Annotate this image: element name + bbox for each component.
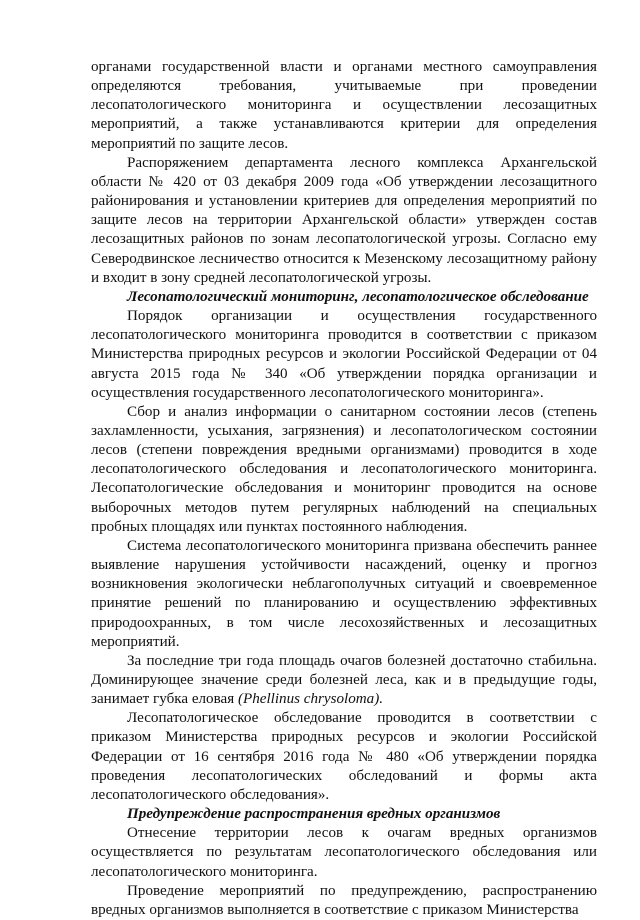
paragraph-6-text: За последние три года площадь очагов болезней достаточно стабильна. Доминирующее значение среди болезней леса, как и в предыдущие годы, занимает губка еловая <box>91 652 597 708</box>
paragraph-5: Система лесопатологического мониторинга призвана обеспечить раннее выявление нарушения устойчивости насаждений, оценку и прогноз возникновения экологически неблагополучных ситуаций и своевременное принятие решений по планированию и осуществлению эффективных природоохранных, в том числе лесохозяйственных и лесозащитных мероприятий. <box>91 537 597 650</box>
paragraph-8: Отнесение территории лесов к очагам вредных организмов осуществляется по результатам лесопатологического обследования или лесопатологического мониторинга. <box>91 825 597 880</box>
species-latin-name: (Phellinus chrysoloma). <box>237 691 383 708</box>
paragraph-7: Лесопатологическое обследование проводится в соответствии с приказом Министерства природных ресурсов и экологии Российской Федерации от 16 сентября 2016 года № 480 «Об утверждении порядка проведения лесопатологических обследований и формы акта лесопатологического обследования». <box>91 710 597 803</box>
paragraph-1: органами государственной власти и органами местного самоуправления определяются требования, учитываемые при проведении лесопатологического мониторинга и осуществлении лесозащитных мероприятий, а также устанавливаются критерии для определения мероприятий по защите лесов. <box>91 59 597 152</box>
section-heading-monitoring: Лесопатологический мониторинг, лесопатологическое обследование <box>127 288 589 305</box>
paragraph-9: Проведение мероприятий по предупреждению, распространению вредных организмов выполняется в соответствие с приказом Министерства <box>91 882 597 918</box>
paragraph-4: Сбор и анализ информации о санитарном состоянии лесов (степень захламленности, усыхания, загрязнения) и лесопатологическом состоянии лесов (степени повреждения вредными организмами) проводится в ходе лесопатологического обследования и лесопатологического мониторинга. Лесопатологические обследования и мониторинг проводится на основе выборочных методов путем регулярных наблюдений на специальных пробных площадях или пунктах постоянного наблюдения. <box>91 403 597 535</box>
paragraph-3: Порядок организации и осуществления государственного лесопатологического мониторинга проводится в соответствии с приказом Министерства природных ресурсов и экологии Российской Федерации от 04 августа 2015 года № 340 «Об утверждении порядка организации и осуществления государственного лесопатологического мониторинга». <box>91 308 597 401</box>
section-heading-prevention: Предупреждение распространения вредных организмов <box>127 806 501 823</box>
paragraph-6 <box>91 652 597 709</box>
document-page <box>91 58 597 920</box>
paragraph-2: Распоряжением департамента лесного комплекса Архангельской области № 420 от 03 декабря 2009 года «Об утверждении лесозащитного районирования и установлении критериев для определения мероприятий по защите лесов на территории Архангельской области» утвержден состав лесозащитных районов по зонам лесопатологической угрозы. Согласно ему Северодвинское лесничество относится к Мезенскому лесозащитному району и входит в зону средней лесопатологической угрозы. <box>91 154 597 286</box>
